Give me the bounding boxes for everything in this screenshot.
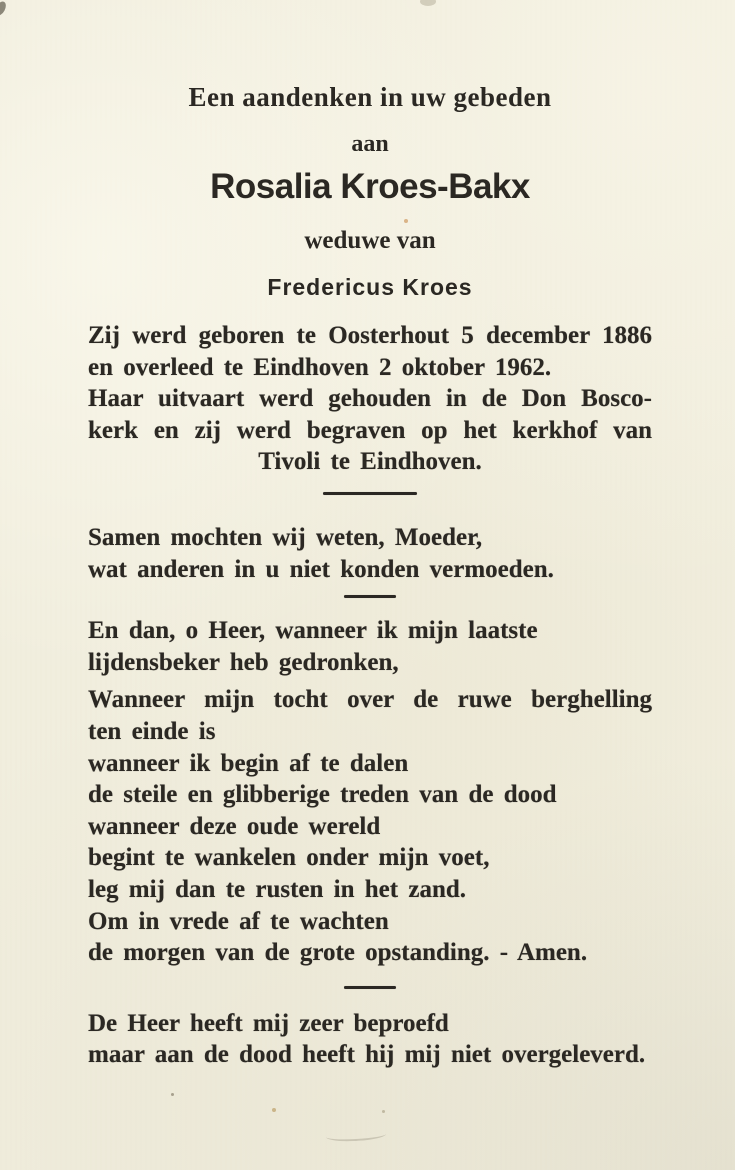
prayer-verse-2 bbox=[88, 684, 652, 968]
verse-line: Wanneer mijn tocht over de ruwe berghelling bbox=[88, 686, 652, 714]
biography-paragraph bbox=[88, 320, 652, 478]
verse-line: En dan, o Heer, wanneer ik mijn laatste bbox=[88, 617, 538, 645]
deceased-name: Rosalia Kroes-Bakx bbox=[210, 167, 530, 206]
bio-line: kerk en zij werd begraven op het kerkhof van bbox=[88, 416, 652, 444]
paper-corner-mark bbox=[0, 0, 8, 17]
paper-speck bbox=[272, 1108, 276, 1112]
bio-line: Haar uitvaart werd gehouden in de Don Bosco- bbox=[88, 385, 652, 413]
verse-line: de steile en glibberige treden van de dood bbox=[88, 781, 557, 809]
bio-line: en overleed te Eindhoven 2 oktober 1962. bbox=[88, 353, 552, 381]
preposition-line: aan bbox=[351, 131, 389, 157]
verse-line: Om in vrede af te wachten bbox=[88, 907, 389, 935]
bio-line: Tivoli te Eindhoven. bbox=[258, 448, 482, 476]
memorial-line: Een aandenken in uw gebeden bbox=[188, 82, 552, 112]
closing-verse bbox=[88, 1008, 652, 1071]
verse-line: wanneer deze oude wereld bbox=[88, 812, 381, 840]
section-divider bbox=[344, 986, 396, 989]
relation-line: weduwe van bbox=[304, 227, 436, 254]
verse-line: leg mij dan te rusten in het zand. bbox=[88, 875, 466, 903]
memoriam-verse bbox=[88, 522, 652, 585]
paper-speck bbox=[171, 1093, 174, 1096]
verse-line: begint te wankelen onder mijn voet, bbox=[88, 844, 490, 872]
verse-line: wanneer ik begin af te dalen bbox=[88, 749, 409, 777]
paper-scratch bbox=[326, 1128, 386, 1142]
verse-line: wat anderen in u niet konden vermoeden. bbox=[88, 555, 554, 583]
verse-line: de morgen van de grote opstanding. - Amen. bbox=[88, 939, 588, 967]
verse-line: lijdensbeker heb gedronken, bbox=[88, 648, 399, 676]
section-divider bbox=[323, 492, 417, 495]
spouse-name: Fredericus Kroes bbox=[267, 274, 473, 300]
verse-line: Samen mochten wij weten, Moeder, bbox=[88, 523, 483, 551]
prayer-verse-1 bbox=[88, 615, 652, 678]
verse-line: De Heer heeft mij zeer beproefd bbox=[88, 1009, 449, 1037]
card-content bbox=[88, 0, 652, 1071]
verse-line: maar aan de dood heeft hij mij niet overgeleverd. bbox=[88, 1041, 646, 1069]
section-divider bbox=[344, 595, 396, 598]
verse-line: ten einde is bbox=[88, 717, 216, 745]
bio-line: Zij werd geboren te Oosterhout 5 december 1886 bbox=[88, 322, 652, 349]
paper-speck bbox=[382, 1110, 385, 1113]
